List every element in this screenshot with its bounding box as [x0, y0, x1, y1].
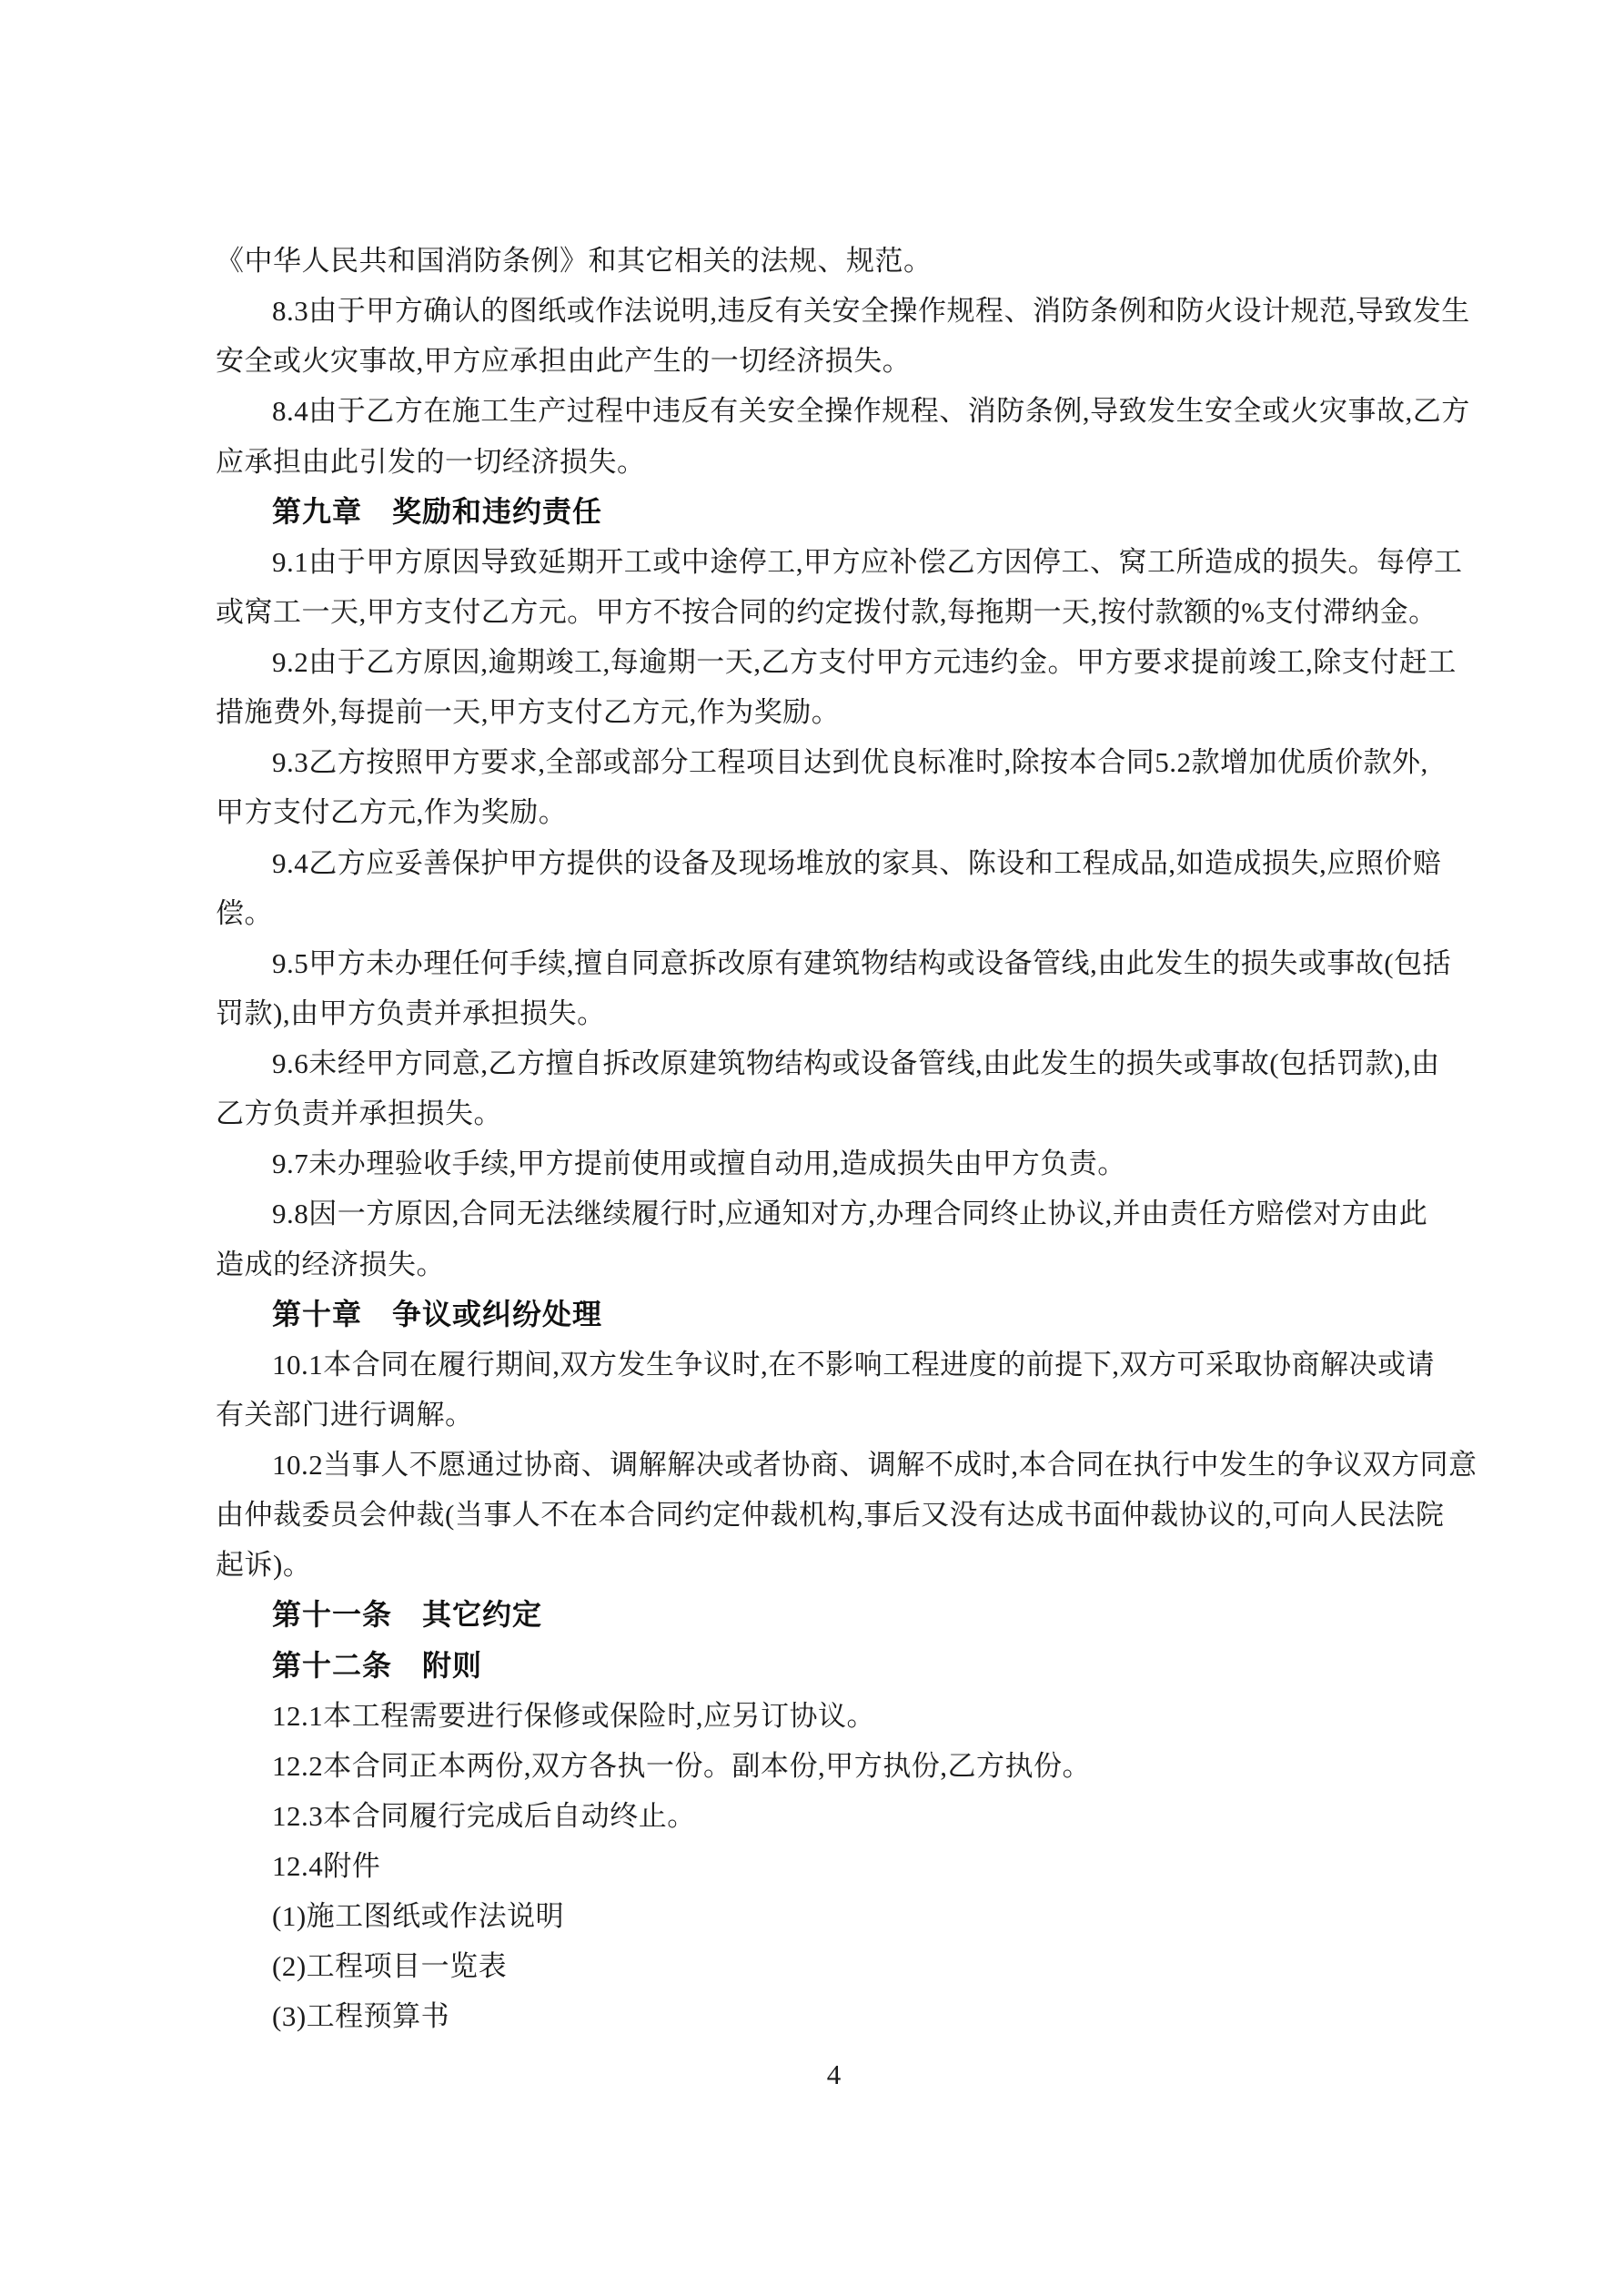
- document-line: 12.4附件: [272, 1850, 381, 1882]
- document-line: 造成的经济损失。: [216, 1248, 445, 1280]
- page-number: 4: [826, 2058, 842, 2090]
- document-line: 措施费外,每提前一天,甲方支付乙方元,作为奖励。: [216, 696, 841, 729]
- document-line: 12.1本工程需要进行保修或保险时,应另订协议。: [272, 1699, 875, 1732]
- document-line: 9.7未办理验收手续,甲方提前使用或擅自动用,造成损失由甲方负责。: [272, 1148, 1126, 1180]
- document-line: (2)工程项目一览表: [272, 1950, 508, 1983]
- document-line: (1)施工图纸或作法说明: [272, 1900, 565, 1933]
- document-line: 9.8因一方原因,合同无法继续履行时,应通知对方,办理合同终止协议,并由责任方赔偿对方由此: [272, 1198, 1428, 1230]
- document-line: 10.2当事人不愿通过协商、调解解决或者协商、调解不成时,本合同在执行中发生的争议双方同意: [272, 1449, 1478, 1481]
- document-line: 9.3乙方按照甲方要求,全部或部分工程项目达到优良标准时,除按本合同5.2款增加优质价款外,: [272, 746, 1428, 779]
- document-line: 9.2由于乙方原因,逾期竣工,每逾期一天,乙方支付甲方元违约金。甲方要求提前竣工,除支付赶工: [272, 646, 1457, 678]
- document-line: 起诉)。: [216, 1549, 312, 1582]
- document-line: 偿。: [216, 896, 273, 929]
- document-line: 有关部门进行调解。: [216, 1398, 474, 1431]
- document-line: 9.4乙方应妥善保护甲方提供的设备及现场堆放的家具、陈设和工程成品,如造成损失,应照价赔: [272, 846, 1442, 879]
- document-line: 8.3由于甲方确认的图纸或作法说明,违反有关安全操作规程、消防条例和防火设计规范,导致发生: [272, 295, 1470, 328]
- document-line: 9.6未经甲方同意,乙方擅自拆改原建筑物结构或设备管线,由此发生的损失或事故(包括罚款),由: [272, 1047, 1440, 1079]
- document-line: 9.1由于甲方原因导致延期开工或中途停工,甲方应补偿乙方因停工、窝工所造成的损失。每停工: [272, 545, 1463, 578]
- document-line: (3)工程预算书: [272, 2000, 450, 2033]
- document-line: 安全或火灾事故,甲方应承担由此产生的一切经济损失。: [216, 345, 912, 378]
- document-line: 10.1本合同在履行期间,双方发生争议时,在不影响工程进度的前提下,双方可采取协商解决或请: [272, 1348, 1435, 1381]
- document-line: 8.4由于乙方在施工生产过程中违反有关安全操作规程、消防条例,导致发生安全或火灾事故,乙方: [272, 395, 1470, 428]
- section-heading: 第九章 奖励和违约责任: [272, 494, 603, 528]
- document-line: 9.5甲方未办理任何手续,擅自同意拆改原有建筑物结构或设备管线,由此发生的损失或事故(包括: [272, 946, 1452, 979]
- document-line: 或窝工一天,甲方支付乙方元。甲方不按合同的约定拨付款,每拖期一天,按付款额的%支付滞纳金。: [216, 595, 1437, 628]
- section-heading: 第十二条 附则: [272, 1648, 483, 1682]
- section-heading: 第十一条 其它约定: [272, 1598, 543, 1632]
- document-line: 应承担由此引发的一切经济损失。: [216, 445, 646, 478]
- document-line: 12.3本合同履行完成后自动终止。: [272, 1799, 696, 1832]
- document-line: 《中华人民共和国消防条例》和其它相关的法规、规范。: [216, 245, 933, 277]
- document-line: 乙方负责并承担损失。: [216, 1097, 502, 1130]
- document-body: [216, 236, 1489, 2042]
- page-footer: [22, 2049, 1624, 2099]
- document-line: 甲方支付乙方元,作为奖励。: [216, 796, 568, 829]
- document-line: 12.2本合同正本两份,双方各执一份。副本份,甲方执份,乙方执份。: [272, 1749, 1091, 1782]
- document-line: 由仲裁委员会仲裁(当事人不在本合同约定仲裁机构,事后又没有达成书面仲裁协议的,可向人民法院: [216, 1499, 1445, 1532]
- section-heading: 第十章 争议或纠纷处理: [272, 1297, 603, 1330]
- document-line: 罚款),由甲方负责并承担损失。: [216, 996, 606, 1029]
